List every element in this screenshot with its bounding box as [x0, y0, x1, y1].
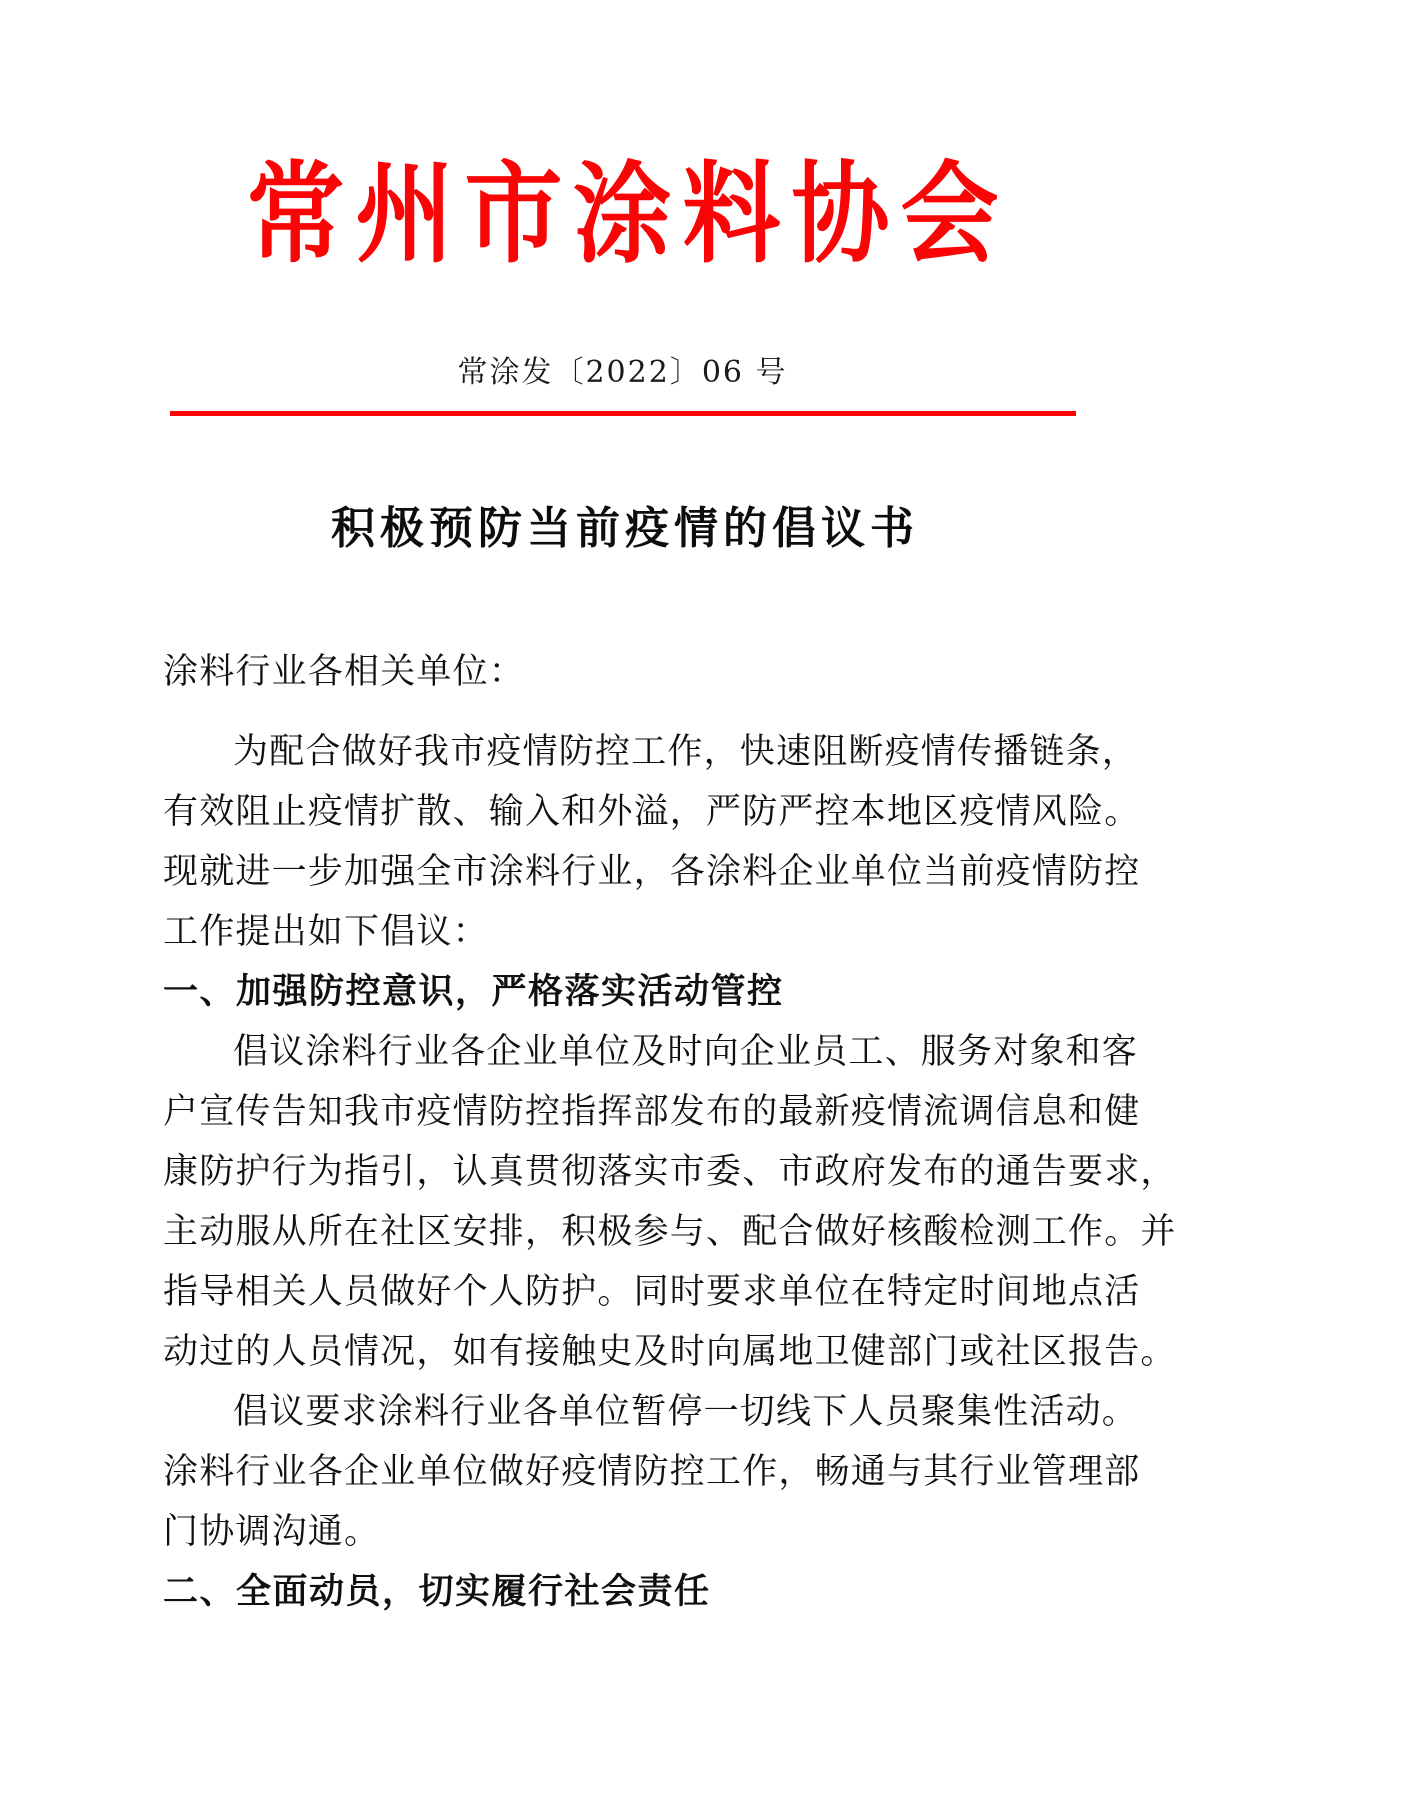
body-line: 倡议涂料行业各企业单位及时向企业员工、服务对象和客	[233, 1032, 1139, 1072]
body-line: 倡议要求涂料行业各单位暂停一切线下人员聚集性活动。	[233, 1392, 1139, 1432]
section-heading-two: 二、全面动员，切实履行社会责任	[163, 1571, 711, 1612]
red-divider-rule	[170, 411, 1076, 416]
body-line: 指导相关人员做好个人防护。同时要求单位在特定时间地点活	[163, 1272, 1141, 1312]
document-number: 常涂发〔2022〕06 号	[457, 355, 788, 390]
body-line: 现就进一步加强全市涂料行业，各涂料企业单位当前疫情防控	[163, 852, 1141, 892]
organization-name: 常州市涂料协会	[246, 150, 1010, 279]
masthead	[170, 150, 1075, 279]
body-line: 工作提出如下倡议：	[163, 912, 489, 952]
body-line: 有效阻止疫情扩散、输入和外溢，严防严控本地区疫情风险。	[163, 792, 1141, 832]
body-line: 涂料行业各企业单位做好疫情防控工作，畅通与其行业管理部	[163, 1452, 1141, 1492]
section-heading-one: 一、加强防控意识，严格落实活动管控	[163, 971, 784, 1012]
body-line: 主动服从所在社区安排，积极参与、配合做好核酸检测工作。并	[163, 1212, 1177, 1252]
body-line: 门协调沟通。	[163, 1512, 381, 1552]
page-title: 积极预防当前疫情的倡议书	[331, 503, 919, 554]
body-line: 动过的人员情况，如有接触史及时向属地卫健部门或社区报告。	[163, 1332, 1177, 1372]
body-line: 康防护行为指引，认真贯彻落实市委、市政府发布的通告要求，	[163, 1152, 1177, 1192]
body-line: 为配合做好我市疫情防控工作，快速阻断疫情传播链条，	[233, 732, 1139, 772]
document-body	[163, 642, 1177, 1622]
salutation: 涂料行业各相关单位：	[163, 652, 526, 692]
body-line: 户宣传告知我市疫情防控指挥部发布的最新疫情流调信息和健	[163, 1092, 1141, 1132]
